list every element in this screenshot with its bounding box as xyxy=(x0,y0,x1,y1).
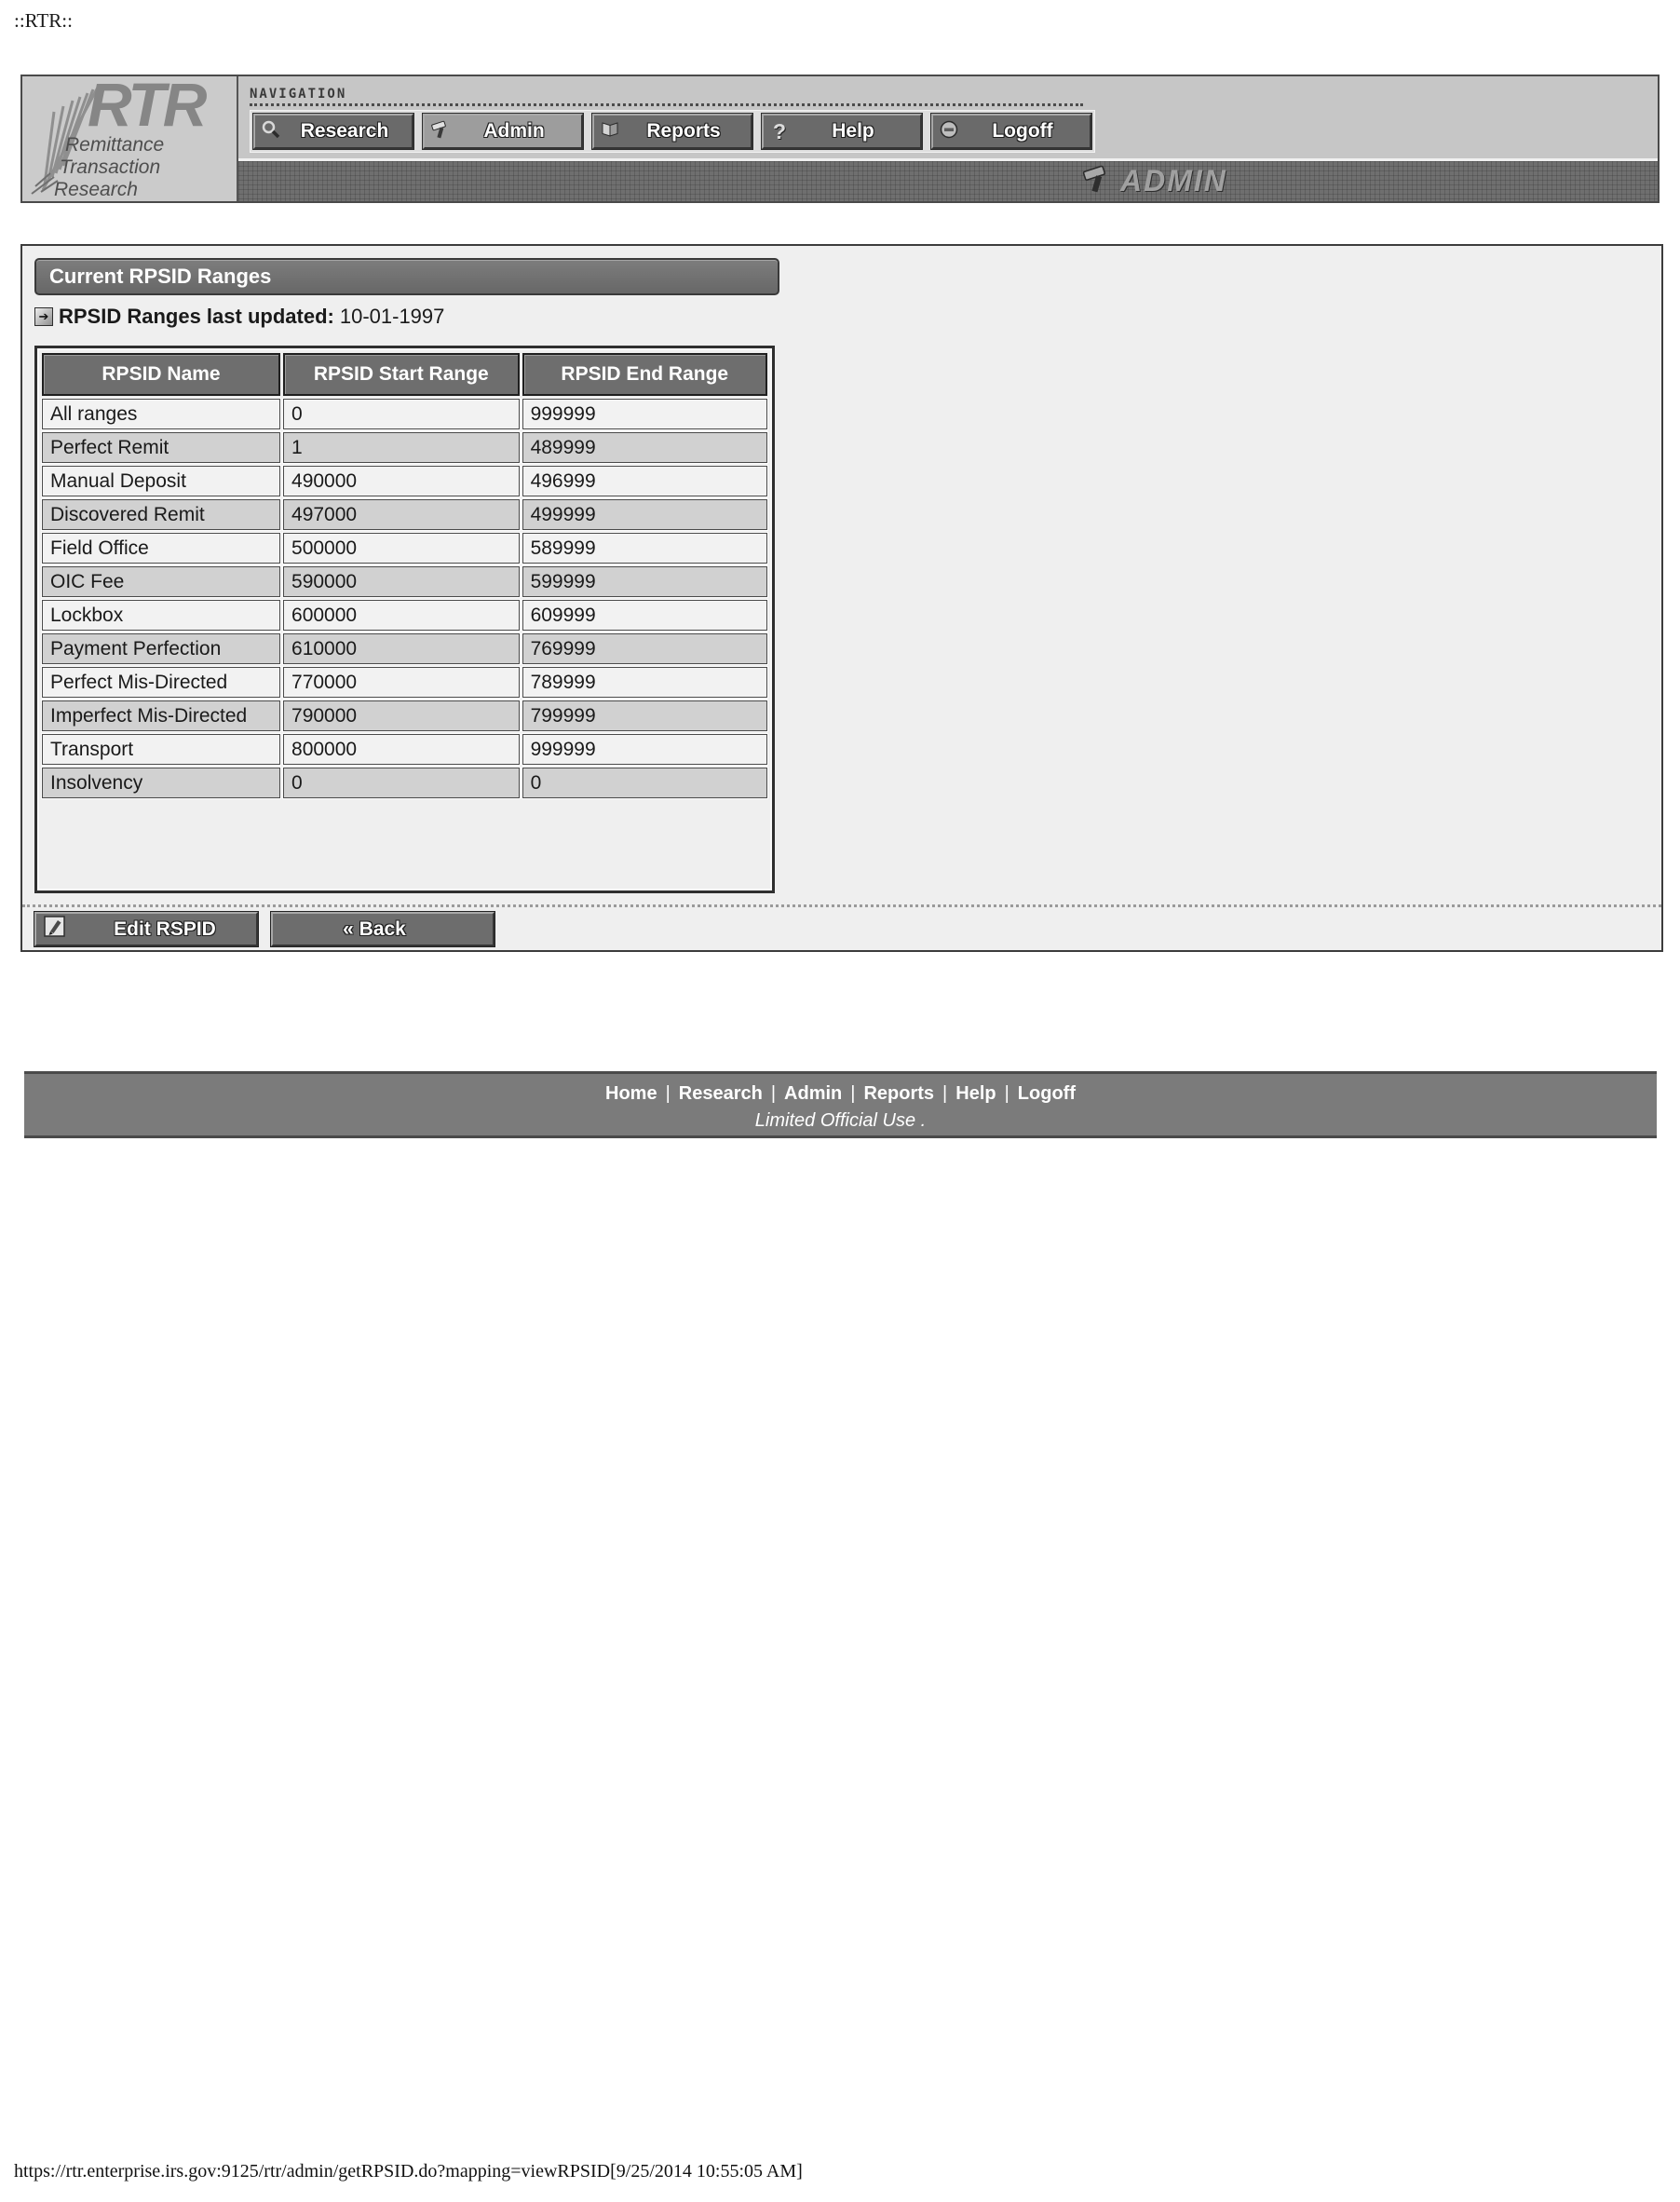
panel-buttons xyxy=(34,912,495,946)
table-row xyxy=(42,633,767,664)
cell-start-range: 0 xyxy=(283,399,520,429)
cell-start-range: 790000 xyxy=(283,700,520,731)
last-updated-label: RPSID Ranges last updated: xyxy=(59,305,334,328)
cell-rpsid-name: Perfect Remit xyxy=(42,432,280,463)
table-row xyxy=(42,768,767,798)
nav-button-research[interactable] xyxy=(253,114,413,149)
cell-end-range: 499999 xyxy=(522,499,767,530)
cell-end-range: 789999 xyxy=(522,667,767,698)
status-bar-url: https://rtr.enterprise.irs.gov:9125/rtr/admin/getRPSID.do?mapping=viewRPSID[9/25/2014 10:55:05 AM] xyxy=(14,2161,803,2182)
cell-end-range: 489999 xyxy=(522,432,767,463)
nav-button-reports[interactable] xyxy=(592,114,752,149)
rtr-logo xyxy=(22,76,238,201)
navigation-underline xyxy=(250,103,1083,106)
navigation-label: NAVIGATION xyxy=(250,87,347,102)
logo-name-line: Transaction xyxy=(60,156,161,178)
cell-rpsid-name: Imperfect Mis-Directed xyxy=(42,700,280,731)
magnifier-icon xyxy=(255,119,287,144)
arrow-icon: ➔ xyxy=(34,307,53,326)
edit-icon xyxy=(36,915,74,944)
cell-end-range: 0 xyxy=(522,768,767,798)
cell-end-range: 999999 xyxy=(522,734,767,765)
footer-link-separator: | xyxy=(1004,1083,1009,1104)
cell-end-range: 769999 xyxy=(522,633,767,664)
footer-link-help[interactable]: Help xyxy=(955,1083,996,1104)
minus-circle-icon xyxy=(933,119,965,144)
back-button[interactable] xyxy=(271,912,495,946)
hammer-icon xyxy=(425,119,456,144)
book-icon xyxy=(594,119,626,144)
cell-end-range: 599999 xyxy=(522,566,767,597)
table-row xyxy=(42,667,767,698)
cell-start-range: 497000 xyxy=(283,499,520,530)
cell-start-range: 500000 xyxy=(283,533,520,564)
cell-rpsid-name: Insolvency xyxy=(42,768,280,798)
nav-button-label: Admin xyxy=(483,120,545,142)
footer xyxy=(24,1071,1657,1138)
cell-start-range: 600000 xyxy=(283,600,520,631)
dotted-separator xyxy=(22,904,1661,907)
hammer-icon xyxy=(1081,162,1113,200)
cell-start-range: 770000 xyxy=(283,667,520,698)
nav-button-admin[interactable] xyxy=(423,114,583,149)
navigation-buttons xyxy=(250,110,1095,153)
edit-rspid-button[interactable] xyxy=(34,912,258,946)
cell-end-range: 589999 xyxy=(522,533,767,564)
table-header-row xyxy=(42,353,767,396)
table-row xyxy=(42,566,767,597)
nav-button-help[interactable] xyxy=(762,114,922,149)
nav-button-label: Research xyxy=(300,120,389,142)
cell-start-range: 0 xyxy=(283,768,520,798)
footer-link-separator: | xyxy=(850,1083,856,1104)
table-row xyxy=(42,734,767,765)
footer-links xyxy=(24,1083,1657,1105)
logo-name-line: Research xyxy=(54,179,138,200)
cell-end-range: 609999 xyxy=(522,600,767,631)
cell-end-range: 799999 xyxy=(522,700,767,731)
cell-start-range: 1 xyxy=(283,432,520,463)
footer-link-research[interactable]: Research xyxy=(678,1083,763,1104)
logo-name-line: Remittance xyxy=(65,134,165,156)
navigation-area xyxy=(238,76,1658,201)
cell-rpsid-name: Field Office xyxy=(42,533,280,564)
cell-rpsid-name: Payment Perfection xyxy=(42,633,280,664)
column-header-end: RPSID End Range xyxy=(522,353,767,396)
cell-rpsid-name: Transport xyxy=(42,734,280,765)
footer-link-separator: | xyxy=(665,1083,671,1104)
column-header-start: RPSID Start Range xyxy=(283,353,520,396)
logo-acronym: RTR xyxy=(88,76,205,139)
cell-rpsid-name: Lockbox xyxy=(42,600,280,631)
cell-start-range: 490000 xyxy=(283,466,520,496)
cell-end-range: 999999 xyxy=(522,399,767,429)
table-row xyxy=(42,399,767,429)
footer-link-separator: | xyxy=(942,1083,948,1104)
table-row xyxy=(42,466,767,496)
back-button-label: « Back xyxy=(343,918,406,940)
footer-link-separator: | xyxy=(770,1083,777,1104)
footer-notice: Limited Official Use . xyxy=(754,1110,927,1131)
table-row xyxy=(42,499,767,530)
section-banner-text: ADMIN xyxy=(1120,164,1227,197)
cell-start-range: 610000 xyxy=(283,633,520,664)
cell-end-range: 496999 xyxy=(522,466,767,496)
footer-link-reports[interactable]: Reports xyxy=(863,1083,935,1104)
cell-rpsid-name: Manual Deposit xyxy=(42,466,280,496)
panel-title-bar: Current RPSID Ranges xyxy=(34,258,779,295)
table-row xyxy=(42,533,767,564)
nav-button-label: Reports xyxy=(646,120,721,142)
question-icon: ? xyxy=(772,118,787,143)
table-row xyxy=(42,600,767,631)
nav-button-label: Logoff xyxy=(992,120,1053,142)
table-body xyxy=(42,399,767,798)
page-title: ::RTR:: xyxy=(14,9,73,32)
last-updated-value: 10-01-1997 xyxy=(339,305,445,328)
nav-button-label: Help xyxy=(832,120,874,142)
column-header-name: RPSID Name xyxy=(42,353,280,396)
cell-rpsid-name: Discovered Remit xyxy=(42,499,280,530)
footer-link-admin[interactable]: Admin xyxy=(784,1083,843,1104)
header xyxy=(20,75,1660,203)
table-row xyxy=(42,700,767,731)
table-row xyxy=(42,432,767,463)
edit-button-label: Edit RSPID xyxy=(114,918,216,940)
cell-start-range: 800000 xyxy=(283,734,520,765)
footer-link-home[interactable]: Home xyxy=(605,1083,657,1104)
admin-section-banner xyxy=(238,158,1658,201)
footer-link-logoff[interactable]: Logoff xyxy=(1017,1083,1076,1104)
cell-start-range: 590000 xyxy=(283,566,520,597)
nav-button-logoff[interactable] xyxy=(931,114,1091,149)
last-updated-line xyxy=(34,305,1649,329)
content-panel xyxy=(20,244,1663,952)
rpsid-table xyxy=(39,350,770,801)
logo-name xyxy=(54,134,165,201)
cell-rpsid-name: Perfect Mis-Directed xyxy=(42,667,280,698)
cell-rpsid-name: OIC Fee xyxy=(42,566,280,597)
rpsid-table-frame xyxy=(34,346,775,893)
cell-rpsid-name: All ranges xyxy=(42,399,280,429)
